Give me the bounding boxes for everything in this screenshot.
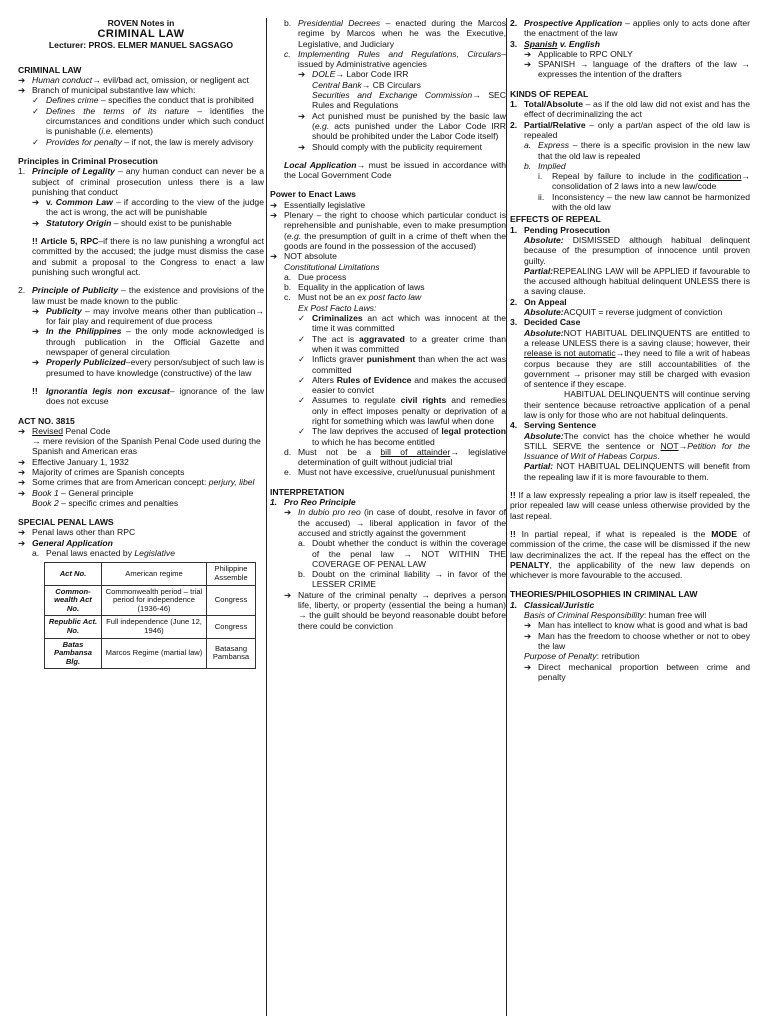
- list-item: ✓ Inflicts graver punishment than when the act was committed: [298, 354, 506, 375]
- list-item: b. Presidential Decrees – enacted during the Marcos regime by Marcos when he was the Executive, Legislative, and Judiciary: [284, 18, 506, 49]
- list-item: ✓ Defines crime – specifies the conduct that is prohibited: [32, 95, 254, 106]
- header-title: ROVEN Notes in: [107, 18, 175, 28]
- list-item: ➔ Direct mechanical proportion between crime and penalty: [524, 661, 750, 682]
- note-partial-repeal: !! In partial repeal, if what is repealed is the MODE of commission of the crime, the case will be dismissed if the new law decriminalizes the act. If the repeal has the effect on the PENALTY, the applicability of the new law depends on whichever is more favourable to the accused.: [510, 528, 750, 581]
- note-repeal-of-repeal: !! If a law expressly repealing a prior law is itself repealed, the prior repealed law will cease unless otherwise provided by the last repeal.: [510, 490, 750, 521]
- arrow-bullet-icon: ➔: [32, 357, 40, 368]
- column-3: [510, 18, 750, 1018]
- list-item: ➔ Publicity – may involve means other than publication→ for fair play and requirement of due process: [32, 305, 264, 327]
- table-row: [45, 638, 256, 669]
- list-item: Absolute:NOT HABITUAL DELINQUENTS are entitled to a release UNLESS there is a saving clause; however, their release is not automatic→they need to file a writ of habeas corpus because they are still accountabilities of the government → prisoner may still be charged with evasion of sentence if they escape.: [524, 327, 750, 390]
- check-bullet-icon: ✓: [298, 354, 306, 365]
- list-item: ➔ Nature of the criminal penalty → deprives a person life, liberty, or property (essential the being a human) → the guilt should be beyond reasonable doubt before there could be conviction: [284, 589, 506, 631]
- arrow-bullet-icon: ➔: [524, 620, 532, 631]
- heading-special-penal-laws: SPECIAL PENAL LAWS: [18, 517, 114, 528]
- list-item: 3. Spanish v. English: [510, 38, 600, 49]
- list-item: c. Implementing Rules and Regulations, Circulars–issued by Administrative agencies: [284, 48, 506, 70]
- header-lecturer: Lecturer: PROS. ELMER MANUEL SAGSAGO: [48, 40, 234, 51]
- arrow-bullet-icon: ➔: [18, 425, 26, 436]
- check-bullet-icon: ✓: [298, 313, 306, 324]
- list-item: ✓ Assumes to regulate civil rights and remedies only in effect imposes penalty or deprivation of a right for something which was lawful when done: [298, 395, 506, 426]
- list-item: 2. Principle of Publicity – the existence and provisions of the law must be made known to the public: [18, 285, 264, 306]
- list-item: b. Equality in the application of laws: [284, 282, 425, 293]
- arrow-bullet-icon: ➔: [18, 487, 26, 498]
- list-item: ➔ Revised Penal Code: [18, 425, 111, 436]
- list-item: ➔ Act punished must be punished by the basic law (e.g. acts punished under the Labor Code IRR should be prohibited under the Labor Code itself): [298, 110, 506, 142]
- list-item: ➔ In the Philippines – the only mode acknowledged is through publication in the Official Gazette and newspaper of general circulation: [32, 326, 264, 358]
- list-item: ➔ Should comply with the publicity requirement: [298, 141, 483, 152]
- arrow-bullet-icon: ➔: [298, 69, 306, 80]
- table-cell: Marcos Regime (martial law): [102, 638, 207, 669]
- list-item: ➔ Book 1 – General principle: [18, 487, 134, 498]
- table-row: [45, 616, 256, 638]
- list-item: ➔ Man has the freedom to choose whether or not to obey the law: [524, 630, 750, 651]
- column-divider-1: [266, 18, 267, 1016]
- arrow-bullet-icon: ➔: [524, 48, 532, 59]
- arrow-bullet-icon: ➔: [32, 305, 40, 316]
- list-item: ✓ The act is aggravated to a greater crime than when it was committed: [298, 333, 506, 354]
- list-item: ➔ Branch of municipal substantive law which:: [18, 85, 196, 96]
- list-item: 2. Partial/Relative – only a part/an aspect of the old law is repealed: [510, 119, 750, 140]
- check-bullet-icon: ✓: [298, 426, 306, 437]
- note-article-5: !! Article 5, RPC–if there is no law punishing a wrongful act committed by the accused; the judge must dismiss the case and submit a proposal to the Congress to enact a law punishing such wrongful act.: [32, 236, 264, 277]
- list-item: ➔ Man has intellect to know what is good and what is bad: [524, 620, 748, 631]
- arrow-bullet-icon: ➔: [32, 326, 40, 337]
- heading-act-3815: ACT NO. 3815: [18, 415, 75, 426]
- arrow-bullet-icon: ➔: [524, 630, 532, 641]
- table-header: Act No.: [45, 563, 102, 585]
- list-item: ✓ Provides for penalty – if not, the law is merely advisory: [32, 136, 254, 147]
- list-item: e. Must not have excessive, cruel/unusual punishment: [284, 467, 495, 478]
- table-cell: Commonwealth period – trial period for independence (1936-46): [102, 585, 207, 616]
- list-item: ➔ Penal laws other than RPC: [18, 527, 136, 538]
- constitutional-limitations-label: Constitutional Limitations: [284, 261, 380, 272]
- list-item: a. Express – there is a specific provision in the new law that the old law is repealed: [524, 140, 750, 161]
- list-item: ➔ NOT absolute: [270, 251, 337, 262]
- list-item: ➔ v. Common Law – if according to the view of the judge the act is wrong, the act will be punishable: [32, 197, 264, 218]
- list-item: Absolute:ACQUIT = reverse judgment of conviction: [524, 307, 723, 318]
- list-item: Basis of Criminal Responsibility: human free will: [524, 610, 707, 621]
- list-item: 1. Principle of Legality – any human conduct can never be a subject of criminal prosecution unless there is a law punishing that conduct: [18, 166, 264, 197]
- list-item: ✓ Alters Rules of Evidence and makes the accused easier to convict: [298, 374, 506, 396]
- list-item: b. Implied: [524, 160, 566, 171]
- list-item: b. Doubt on the criminal liability → in favor of the LESSER CRIME: [298, 569, 506, 590]
- heading-effects-of-repeal: EFFECTS OF REPEAL: [510, 214, 601, 225]
- check-bullet-icon: ✓: [298, 395, 306, 406]
- arrow-bullet-icon: ➔: [18, 466, 26, 477]
- list-item: ➔ Effective January 1, 1932: [18, 456, 129, 467]
- list-item: ➔ DOLE→ Labor Code IRR: [298, 69, 409, 80]
- note-ignorantia: !! Ignorantia legis non excusat– ignorance of the law does not excuse: [32, 385, 264, 407]
- arrow-bullet-icon: ➔: [270, 251, 278, 262]
- table-cell: Batas Pambansa Blg.: [45, 638, 102, 669]
- list-item: Absolute:The convict has the choice whether he would STILL SERVE the sentence or NOT→Petition for the Issuance of Writ of Habeas Corpus.: [524, 430, 750, 462]
- check-bullet-icon: ✓: [298, 333, 306, 344]
- arrow-bullet-icon: ➔: [18, 527, 26, 538]
- list-item: a. Doubt whether the conduct is within the coverage of the penal law → NOT WITHIN THE COVERAGE OF PENAL LAW: [298, 538, 506, 569]
- list-item: ✓ Defines the terms of its nature – identifies the circumstances and conditions under which such conduct is punishable (i.e. elements): [32, 105, 264, 137]
- list-item: Book 2 – specific crimes and penalties: [32, 497, 179, 508]
- list-item: ➔ Statutory Origin – should exist to be punishable: [32, 217, 232, 228]
- heading-theories: THEORIES/PHILOSOPHIES IN CRIMINAL LAW: [510, 589, 698, 600]
- list-item: 2. Prospective Application – applies only to acts done after the enactment of the law: [510, 18, 750, 39]
- table-header-row: [45, 563, 256, 585]
- check-bullet-icon: ✓: [32, 136, 40, 147]
- list-item: 1. Pro Reo Principle: [270, 497, 356, 508]
- arrow-bullet-icon: ➔: [18, 537, 26, 548]
- list-item: ➔ Essentially legislative: [270, 199, 366, 210]
- list-item: HABITUAL DELINQUENTS will continue serving their sentence because retroactive application of a penal law is only for those who are not habitual delinquents.: [524, 389, 750, 420]
- list-item: ➔ Majority of crimes are Spanish concepts: [18, 466, 185, 477]
- table-header: Philippine Assemble: [207, 563, 256, 585]
- list-item: Absolute: DISMISSED although habitual delinquent because of the presumption of innocence until proven guilty.: [524, 234, 750, 266]
- column-divider-2: [506, 18, 507, 1016]
- list-item: → mere revision of the Spanish Penal Code used during the Spanish and American eras: [32, 436, 261, 457]
- arrow-bullet-icon: ➔: [270, 199, 278, 210]
- list-item: 3. Decided Case: [510, 317, 581, 328]
- heading-interpretation: INTERPRETATION: [270, 486, 345, 497]
- list-item: ➔ Applicable to RPC ONLY: [524, 48, 633, 59]
- list-item: d. Must not be a bill of attainder→ legislative determination of guilt without judicial trial: [284, 446, 506, 468]
- table-row: [45, 585, 256, 616]
- list-item: ➔ Human conduct→ evil/bad act, omission, or negligent act: [18, 74, 249, 85]
- table-cell: Republic Act. No.: [45, 616, 102, 638]
- list-item: ➔ Properly Publicized–every person/subject of such law is presumed to have knowledge (constructive) of the law: [32, 357, 264, 378]
- arrow-bullet-icon: ➔: [270, 210, 278, 221]
- list-item: Securities and Exchange Commission→ SEC Rules and Regulations: [312, 90, 506, 111]
- arrow-bullet-icon: ➔: [298, 141, 306, 152]
- list-item: ii. Inconsistency – the new law cannot be harmonized with the old law: [538, 191, 750, 213]
- arrow-bullet-icon: ➔: [524, 59, 532, 70]
- arrow-bullet-icon: ➔: [284, 589, 292, 600]
- list-item: 1. Classical/Juristic: [510, 599, 595, 610]
- list-item: Central Bank→ CB Circulars: [312, 79, 421, 90]
- list-item: c. Must not be an ex post facto law: [284, 292, 422, 303]
- column-1: [18, 18, 264, 1018]
- list-item: ➔ SPANISH → language of the drafters of the law → expresses the intention of the drafters: [524, 59, 750, 80]
- list-item: ➔ General Application: [18, 537, 113, 548]
- arrow-bullet-icon: ➔: [32, 217, 40, 228]
- table-header: American regime: [102, 563, 207, 585]
- list-item: a. Penal laws enacted by Legislative: [32, 548, 175, 559]
- document-header: [18, 18, 264, 51]
- ex-post-facto-label: Ex Post Facto Laws:: [298, 302, 377, 313]
- law-regime-table: [44, 562, 256, 669]
- column-2: [270, 18, 506, 1018]
- check-bullet-icon: ✓: [32, 105, 40, 116]
- list-item: ➔ In dubio pro reo (in case of doubt, resolve in favor of the accused) → liberal application in favor of the accused and strictly against the government: [284, 507, 506, 538]
- list-item: ✓ The law deprives the accused of legal protection to which he has become entitled: [298, 426, 506, 447]
- list-item: ✓ Criminalizes an act which was innocent at the time it was committed: [298, 313, 506, 334]
- check-bullet-icon: ✓: [298, 374, 306, 385]
- list-item: 1. Pending Prosecution: [510, 224, 610, 235]
- table-cell: Batasang Pambansa: [207, 638, 256, 669]
- list-item: ➔ Some crimes that are from American concept: perjury, libel: [18, 477, 255, 488]
- table-cell: Congress: [207, 616, 256, 638]
- list-item: 1. Total/Absolute – as if the old law did not exist and has the effect of decriminalizing the act: [510, 99, 750, 120]
- table-cell: Congress: [207, 585, 256, 616]
- heading-principles: Principles in Criminal Prosecution: [18, 155, 158, 166]
- header-subject: CRIMINAL LAW: [97, 28, 185, 41]
- check-bullet-icon: ✓: [32, 95, 40, 106]
- arrow-bullet-icon: ➔: [524, 661, 532, 672]
- list-item: Partial:REPEALING LAW will be APPLIED if favourable to the accused although habitual delinquent UNLESS there is a saving clause.: [524, 265, 750, 297]
- table-cell: Common-wealth Act No.: [45, 585, 102, 616]
- arrow-bullet-icon: ➔: [18, 85, 26, 96]
- heading-power-to-enact: Power to Enact Laws: [270, 189, 356, 200]
- list-item: 4. Serving Sentence: [510, 420, 597, 431]
- arrow-bullet-icon: ➔: [18, 74, 26, 85]
- list-item: 2. On Appeal: [510, 296, 567, 307]
- list-item: ➔ Plenary – the right to choose which particular conduct is reprehensible and punishable, even to make presumption (e.g. the presumption of guilt in a crime of theft when the goods are found in the possession of the accused): [270, 210, 506, 251]
- local-application: Local Application→ must be issued in accordance with the Local Government Code: [284, 159, 506, 181]
- table-cell: Full independence (June 12, 1946): [102, 616, 207, 638]
- arrow-bullet-icon: ➔: [18, 477, 26, 488]
- arrow-bullet-icon: ➔: [18, 456, 26, 467]
- heading-criminal-law: CRIMINAL LAW: [18, 64, 82, 75]
- list-item: Partial: NOT HABITUAL DELINQUENTS will benefit from the repealing law if it is more favourable to them.: [524, 461, 750, 482]
- list-item: a. Due process: [284, 271, 347, 282]
- arrow-bullet-icon: ➔: [32, 197, 40, 208]
- list-item: i. Repeal by failure to include in the codification→ consolidation of 2 laws into a new law/code: [538, 171, 750, 192]
- list-item: Purpose of Penalty: retribution: [524, 651, 640, 662]
- heading-kinds-of-repeal: KINDS OF REPEAL: [510, 88, 589, 99]
- arrow-bullet-icon: ➔: [298, 110, 306, 121]
- arrow-bullet-icon: ➔: [284, 507, 292, 518]
